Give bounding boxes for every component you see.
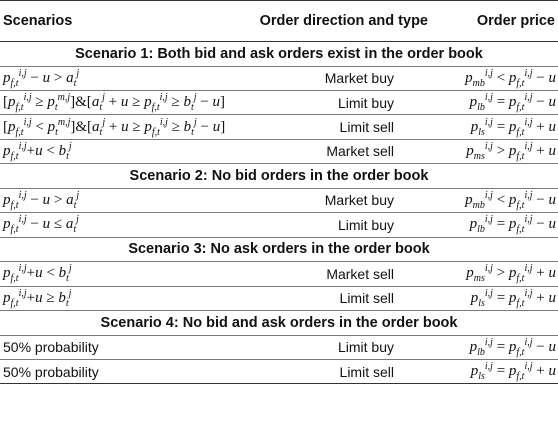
price-cell: $p_{ms}^{i,j} > p_{f,t}^{i,j} + u$ xyxy=(442,262,558,286)
condition-cell: $p_{f,t}^{i,j} - u \le a_t^j$ xyxy=(0,213,240,237)
table-row xyxy=(0,286,558,310)
direction-cell: Market sell xyxy=(240,262,442,286)
scenario-heading-row xyxy=(0,42,558,67)
scenario-heading-row xyxy=(0,164,558,189)
table-row xyxy=(0,359,558,383)
table-row xyxy=(0,213,558,237)
direction-cell: Limit buy xyxy=(240,90,442,114)
price-cell: $p_{ls}^{i,j} = p_{f,t}^{i,j} + u$ xyxy=(442,359,558,383)
header-row xyxy=(0,1,558,42)
price-cell: $p_{ls}^{i,j} = p_{f,t}^{i,j} + u$ xyxy=(442,115,558,139)
header-price: Order price xyxy=(442,1,558,42)
direction-cell: Market sell xyxy=(240,139,442,163)
table-row xyxy=(0,90,558,114)
header-direction: Order direction and type xyxy=(240,1,442,42)
direction-cell: Market buy xyxy=(240,66,442,90)
price-cell: $p_{lb}^{i,j} = p_{f,t}^{i,j} - u$ xyxy=(442,335,558,359)
price-cell: $p_{lb}^{i,j} = p_{f,t}^{i,j} - u$ xyxy=(442,90,558,114)
price-cell: $p_{mb}^{i,j} < p_{f,t}^{i,j} - u$ xyxy=(442,188,558,212)
direction-cell: Limit buy xyxy=(240,213,442,237)
condition-cell: $p_{f,t}^{i,j}+u < b_t^j$ xyxy=(0,262,240,286)
scenario-heading-row xyxy=(0,310,558,335)
condition-cell: [$p_{f,t}^{i,j}$ < $p_t^{m,j}]\&[a_t^j + u \ge p_{f,t}^{i,j} \ge b_t^j - u]$ xyxy=(0,115,240,139)
table-row xyxy=(0,139,558,163)
condition-cell: 50% probability xyxy=(0,359,240,383)
direction-cell: Limit sell xyxy=(240,359,442,383)
price-cell: $p_{ms}^{i,j} > p_{f,t}^{i,j} + u$ xyxy=(442,139,558,163)
table-row xyxy=(0,262,558,286)
table-row xyxy=(0,115,558,139)
scenario-title: Scenario 3: No ask orders in the order book xyxy=(0,237,558,262)
table-row xyxy=(0,66,558,90)
condition-cell: $p_{f,t}^{i,j}+u < b_t^j$ xyxy=(0,139,240,163)
condition-cell: $p_{f,t}^{i,j}+u \ge b_t^j$ xyxy=(0,286,240,310)
price-cell: $p_{lb}^{i,j} = p_{f,t}^{i,j} - u$ xyxy=(442,213,558,237)
condition-cell: [$p_{f,t}^{i,j}$ ≥ $p_t^{m,j}]\&[a_t^j + u \ge p_{f,t}^{i,j} \ge b_t^j - u]$ xyxy=(0,90,240,114)
scenario-title: Scenario 4: No bid and ask orders in the order book xyxy=(0,310,558,335)
table-row xyxy=(0,335,558,359)
price-cell: $p_{ls}^{i,j} = p_{f,t}^{i,j} + u$ xyxy=(442,286,558,310)
condition-cell: $p_{f,t}^{i,j} - u > a_t^j$ xyxy=(0,66,240,90)
table-row xyxy=(0,188,558,212)
direction-cell: Market buy xyxy=(240,188,442,212)
direction-cell: Limit sell xyxy=(240,286,442,310)
direction-cell: Limit sell xyxy=(240,115,442,139)
scenario-heading-row xyxy=(0,237,558,262)
price-cell: $p_{mb}^{i,j} < p_{f,t}^{i,j} - u$ xyxy=(442,66,558,90)
scenario-title: Scenario 1: Both bid and ask orders exist in the order book xyxy=(0,42,558,67)
condition-cell: $p_{f,t}^{i,j} - u > a_t^j$ xyxy=(0,188,240,212)
table-body xyxy=(0,42,558,384)
header-scenarios: Scenarios xyxy=(0,1,240,42)
condition-cell: 50% probability xyxy=(0,335,240,359)
scenario-title: Scenario 2: No bid orders in the order book xyxy=(0,164,558,189)
direction-cell: Limit buy xyxy=(240,335,442,359)
